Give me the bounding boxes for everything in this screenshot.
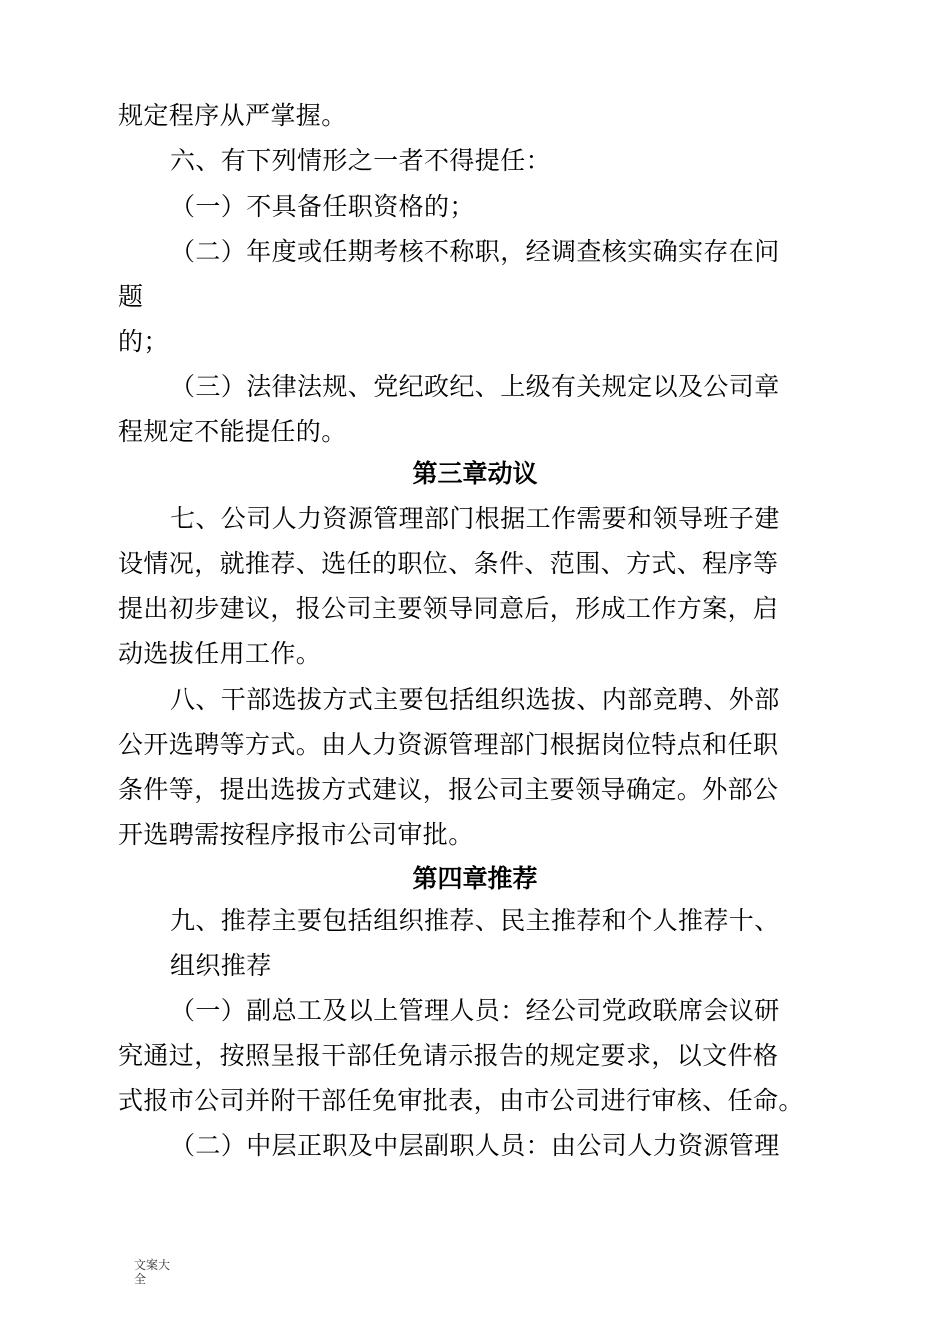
paragraph-line: 提出初步建议，报公司主要领导同意后，形成工作方案，启 xyxy=(118,594,779,623)
paragraph-line: 八、干部选拔方式主要包括组织选拔、内部竞聘、外部 xyxy=(170,685,780,714)
paragraph-line: 七、公司人力资源管理部门根据工作需要和领导班子建 xyxy=(170,504,780,533)
footer-text-line: 文案大 xyxy=(134,1258,171,1272)
paragraph-line: 设情况，就推荐、选任的职位、条件、范围、方式、程序等 xyxy=(118,549,779,578)
paragraph-line: 组织推荐 xyxy=(170,951,272,980)
paragraph-line: 规定程序从严掌握。 xyxy=(118,101,347,130)
paragraph-line: 九、推荐主要包括组织推荐、民主推荐和个人推荐十、 xyxy=(170,906,780,935)
paragraph-line: （一）不具备任职资格的； xyxy=(170,192,475,221)
paragraph-line: （三）法律法规、党纪政纪、上级有关规定以及公司章 xyxy=(170,372,780,401)
paragraph-line: （二）年度或任期考核不称职，经调查核实确实存在问 xyxy=(170,237,780,266)
paragraph-line: 六、有下列情形之一者不得提任： xyxy=(170,146,552,175)
paragraph-line: （二）中层正职及中层副职人员：由公司人力资源管理 xyxy=(170,1131,780,1160)
paragraph-line: 程规定不能提任的。 xyxy=(118,417,347,446)
chapter-heading: 第三章动议 xyxy=(412,459,538,488)
footer-text-line: 全 xyxy=(134,1272,147,1286)
paragraph-line: 题 xyxy=(118,282,144,311)
page-footer xyxy=(134,1258,194,1286)
paragraph-line: 条件等，提出选拔方式建议，报公司主要领导确定。外部公 xyxy=(118,775,779,804)
paragraph-line: 的； xyxy=(118,327,169,356)
paragraph-line: 式报市公司并附干部任免审批表，由市公司进行审核、任命。 xyxy=(118,1086,804,1115)
paragraph-line: 开选聘需按程序报市公司审批。 xyxy=(118,820,474,849)
paragraph-line: （一）副总工及以上管理人员：经公司党政联席会议研 xyxy=(170,996,780,1025)
paragraph-line: 动选拔任用工作。 xyxy=(118,639,322,668)
paragraph-line: 究通过，按照呈报干部任免请示报告的规定要求，以文件格 xyxy=(118,1041,779,1070)
chapter-heading: 第四章推荐 xyxy=(412,864,538,893)
paragraph-line: 公开选聘等方式。由人力资源管理部门根据岗位特点和任职 xyxy=(118,730,779,759)
